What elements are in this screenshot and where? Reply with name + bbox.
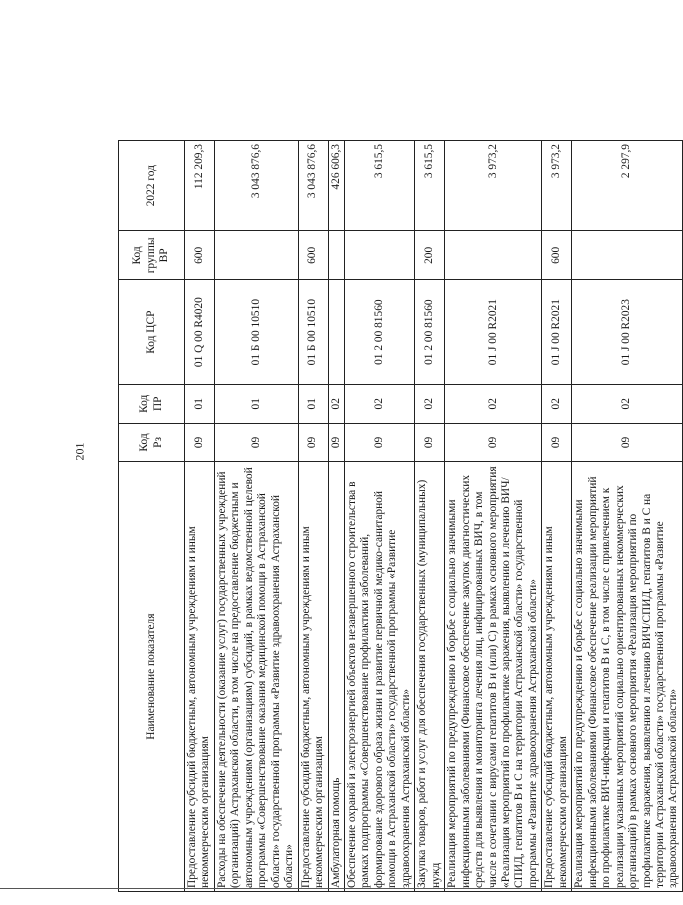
cell-csr: 01 Б 00 10510 — [298, 280, 328, 385]
cell-name: Расходы на обеспечение деятельности (оказание услуг) государственных учреждений (организаций) Астраханской области, в том числе на предоставление бюджетным и автономным учреждениям (организациям) субсидий, в рамках ведомственной целевой программы «Совершенствование оказания медицинской помощи в Астраханской области» государственной программы «Развитие здравоохранения Астраханской области» — [214, 462, 298, 892]
cell-sum: 3 043 876,6 — [298, 141, 328, 231]
table-row — [415, 141, 445, 892]
cell-csr — [328, 280, 344, 385]
table-row — [328, 141, 344, 892]
cell-csr: 01 Б 00 10510 — [214, 280, 298, 385]
page-number: 201 — [72, 442, 87, 461]
cell-pr: 02 — [328, 384, 344, 423]
cell-vr — [572, 231, 683, 280]
cell-vr — [328, 231, 344, 280]
cell-pr: 02 — [415, 384, 445, 423]
page-bottom-rule — [0, 888, 639, 889]
cell-rz: 09 — [298, 423, 328, 462]
cell-rz: 09 — [542, 423, 572, 462]
cell-pr: 02 — [542, 384, 572, 423]
cell-name: Реализация мероприятий по предупреждению и борьбе с социально значимыми инфекционными заболеваниями (Финансовое обеспечение реализации мероприятий по профилактике ВИЧ-инфекции и гепатитов В и С, в том числе с привлечением к реализации указанных мероприятий социально ориентированных некоммерческих организаций) в рамках основного мероприятия «Реализация мероприятий по профилактике заражения, выявлению и лечению ВИЧ/СПИД, гепатитов В и С на территории Астраханской области» государственной программы «Развитие здравоохранения Астраханской области» — [572, 462, 683, 892]
table-row — [542, 141, 572, 892]
cell-vr — [344, 231, 414, 280]
cell-csr: 01 J 00 R2023 — [572, 280, 683, 385]
cell-name: Предоставление субсидий бюджетным, автономным учреждениям и иным некоммерческим организациям — [298, 462, 328, 892]
cell-csr: 01 J 00 R2021 — [542, 280, 572, 385]
cell-pr: 01 — [298, 384, 328, 423]
cell-sum: 3 043 876,6 — [214, 141, 298, 231]
cell-pr: 02 — [445, 384, 542, 423]
budget-table-rotated — [118, 140, 680, 892]
cell-vr — [214, 231, 298, 280]
cell-rz: 09 — [328, 423, 344, 462]
cell-name: Предоставление субсидий бюджетным, автономным учреждениям и иным некоммерческим организациям — [185, 462, 215, 892]
header-rz: Код Рз — [119, 423, 185, 462]
cell-pr: 01 — [185, 384, 215, 423]
cell-pr: 01 — [214, 384, 298, 423]
cell-vr: 600 — [298, 231, 328, 280]
table-row — [445, 141, 542, 892]
cell-sum: 2 297,9 — [572, 141, 683, 231]
header-sum: 2022 год — [119, 141, 185, 231]
cell-vr — [445, 231, 542, 280]
cell-csr: 01 Q 00 R4020 — [185, 280, 215, 385]
cell-vr: 600 — [542, 231, 572, 280]
cell-pr: 02 — [572, 384, 683, 423]
budget-table — [118, 140, 683, 892]
table-header-row — [119, 141, 185, 892]
cell-sum: 3 615,5 — [415, 141, 445, 231]
table-row — [214, 141, 298, 892]
cell-vr: 600 — [185, 231, 215, 280]
cell-sum: 3 615,5 — [344, 141, 414, 231]
header-name: Наименование показателя — [119, 462, 185, 892]
cell-name: Амбулаторная помощь — [328, 462, 344, 892]
header-pr: Код ПР — [119, 384, 185, 423]
header-vr: Код группы ВР — [119, 231, 185, 280]
table-row — [344, 141, 414, 892]
table-row — [298, 141, 328, 892]
cell-csr: 01 J 00 R2021 — [445, 280, 542, 385]
cell-rz: 09 — [214, 423, 298, 462]
cell-csr: 01 2 00 81560 — [344, 280, 414, 385]
cell-rz: 09 — [415, 423, 445, 462]
cell-name: Реализация мероприятий по предупреждению и борьбе с социально значимыми инфекционными заболеваниями (Финансовое обеспечение закупок диагностических средств для выявления и мониторинга лечения лиц, инфицированных ВИЧ, в том числе в сочетании с вирусами гепатитов В и (или) С) в рамках основного мероприятия «Реализация мероприятий по профилактике заражения, выявлению и лечению ВИЧ/СПИД, гепатитов В и С на территории Астраханской области» государственной программы «Развитие здравоохранения Астраханской области» — [445, 462, 542, 892]
cell-csr: 01 2 00 81560 — [415, 280, 445, 385]
cell-sum: 3 973,2 — [542, 141, 572, 231]
table-row — [572, 141, 683, 892]
cell-sum: 3 973,2 — [445, 141, 542, 231]
cell-rz: 09 — [344, 423, 414, 462]
header-csr: Код ЦСР — [119, 280, 185, 385]
cell-vr: 200 — [415, 231, 445, 280]
cell-sum: 112 209,3 — [185, 141, 215, 231]
cell-rz: 09 — [445, 423, 542, 462]
cell-sum: 426 606,3 — [328, 141, 344, 231]
cell-name: Предоставление субсидий бюджетным, автономным учреждениям и иным некоммерческим организациям — [542, 462, 572, 892]
table-row — [185, 141, 215, 892]
cell-rz: 09 — [185, 423, 215, 462]
cell-name: Закупка товаров, работ и услуг для обеспечения государственных (муниципальных) нужд — [415, 462, 445, 892]
cell-pr: 02 — [344, 384, 414, 423]
cell-rz: 09 — [572, 423, 683, 462]
cell-name: Обеспечение охраной и электроэнергией объектов незавершенного строительства в рамках подпрограммы «Совершенствование профилактики заболеваний, формирование здорового образа жизни и развитие первичной медико-санитарной помощи в Астраханской области» государственной программы «Развитие здравоохранения Астраханской области» — [344, 462, 414, 892]
